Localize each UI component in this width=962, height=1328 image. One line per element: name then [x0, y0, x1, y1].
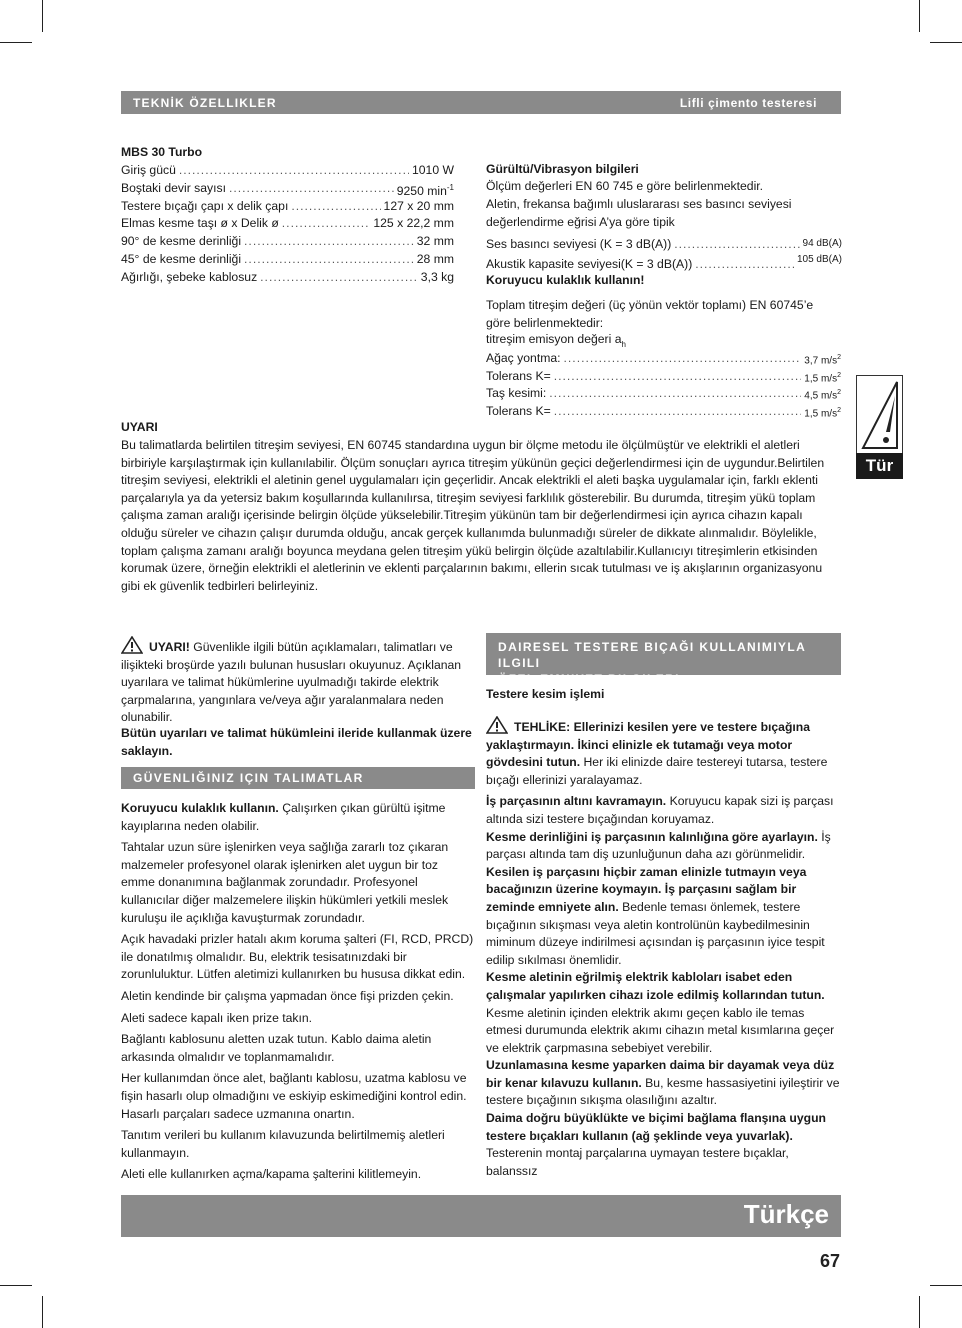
- noise-row: Ses basıncı seviyesi (K = 3 dB(A)) ..... 94 dB(A): [486, 236, 842, 252]
- header-subtitle: Lifli çimento testeresi: [679, 96, 817, 110]
- paragraph: Bağlantı kablosunu aletten uzak tutun. Kablo daima aletin arkasında olmalıdır ve toplanmamalıdır.: [121, 1032, 432, 1064]
- warning-triangle-icon: [121, 636, 143, 654]
- right-body: [486, 716, 842, 1180]
- header-bar: [121, 91, 841, 114]
- paragraph: Kesme aletinin eğrilmiş elektrik kabloları isabet eden çalışmalar yapılırken cihazı izole edilmiş kollarından tutun. Kesme aletinin içinden elektrik akımı geçen kablo ile temas etmesi durumunda elektrik akımı cihazın metal kısımlarına geçer ve elektrik çarpmasına sebebiyet verebilir.: [486, 970, 835, 1055]
- spec-row: 90° de kesme derinliği ..... 32 mm: [121, 233, 454, 249]
- footer-bar: [121, 1195, 841, 1237]
- crop-mark: [42, 0, 43, 32]
- sawing-subtitle: Testere kesim işlemi: [486, 687, 605, 701]
- page-number: 67: [819, 1251, 841, 1271]
- crop-mark: [0, 1285, 32, 1286]
- paragraph: Aleti elle kullanırken açma/kapama şalterini kilitlemeyin.: [121, 1167, 422, 1182]
- language-tab-label: Tür: [856, 453, 903, 479]
- safety-section-bar: GÜVENLIĞINIZ IÇIN TALIMATLAR: [121, 767, 475, 789]
- vibration-row: Taş kesimi: ..... 4,5 $m/s^2$: [486, 385, 841, 404]
- spec-row: Testere bıçağı çapı x delik çapı ..... 127 x 20 mm: [121, 198, 454, 214]
- warning-title: UYARI: [121, 420, 158, 434]
- vibration-row: Tolerans K= ..... 1,5 $m/s^2$: [486, 368, 841, 387]
- warning-icon: [857, 376, 902, 454]
- header-title: TEKNİK ÖZELLIKLER: [133, 96, 277, 110]
- crop-mark: [919, 1296, 920, 1328]
- paragraph: Tanıtım verileri bu kullanım kılavuzunda belirtilmemiş aletleri kullanmayın.: [121, 1128, 445, 1160]
- paragraph: Kesme derinliğini iş parçasının kalınlığına göre ayarlayın. İş parçası altında tam diş uzunluğunun daha azı görünmelidir.: [486, 829, 831, 862]
- circular-saw-section-bar: DAIRESEL TESTERE BIÇAĞI KULLANIMIYLA ILGILI ÖZEL EMNIYET BILGILERI: [486, 633, 841, 675]
- crop-mark: [930, 1285, 962, 1286]
- paragraph: Açık havadaki prizler hatalı akım koruma şalteri (FI, RCD, PRCD) ile donatılmış olmalıdır. Bu, elektrik tesisatınızdaki bir zorunluluktur. Lütfen aletimizi kullanırken bu hususa dikkat edin.: [121, 932, 474, 982]
- paragraph: Aleti sadece kapalı iken prize takın.: [121, 1010, 313, 1025]
- vibration-intro: Toplam titreşim değeri (üç yönün vektör toplamı) EN 60745’e göre belirlenmektedir:: [486, 298, 814, 330]
- vibration-row: Ağaç yontma: ..... 3,7 $m/s^2$: [486, 350, 841, 369]
- paragraph: Koruyucu kulaklık kullanın. Çalışırken çıkan gürültü işitme kayıplarına neden olabilir.: [121, 801, 446, 833]
- paragraph: Aletin kendinde bir çalışma yapmadan önce fişi prizden çekin.: [121, 988, 454, 1003]
- crop-mark: [42, 1296, 43, 1328]
- crop-mark: [0, 42, 32, 43]
- paragraph: Daima doğru büyüklükte ve biçimi bağlama flanşına uygun testere bıçakları kullanın (ağ şeklinde veya yuvarlak).: [486, 1111, 826, 1143]
- language-tab: [856, 375, 903, 479]
- ear-protection-note: Koruyucu kulaklık kullanın!: [486, 273, 645, 287]
- crop-mark: [930, 42, 962, 43]
- paragraph: İş parçasının altını kavramayın. Koruyucu kapak sizi iş parçası altında sizi testere bıçağından koruyamaz.: [486, 794, 834, 826]
- spec-row: Ağırlığı, şebeke kablosuz ..... 3,3 kg: [121, 269, 454, 285]
- paragraph: TEHLİKE: Ellerinizi kesilen yere ve testere bıçağına yaklaştırmayın. İkinci elinizle ek tutamağı veya motor gövdesini tutun. Her iki elinizde daire testereyi tutarsa, testere bıçağı ellerinizi yaralayamaz.: [486, 716, 842, 789]
- footer-language: Türkçe: [743, 1199, 829, 1229]
- warning-triangle-icon: [486, 716, 508, 734]
- noise-title: Gürültü/Vibrasyon bilgileri: [486, 162, 639, 176]
- left-body: [121, 800, 475, 1184]
- crop-mark: [919, 0, 920, 32]
- vibration-row: Tolerans K= ..... 1,5 $m/s^2$: [486, 403, 841, 422]
- paragraph: Uzunlamasına kesme yaparken daima bir dayamak veya düz bir kenar kılavuzu kullanın. Bu, kesme hassasiyetini iyileştirir ve testere bıçağının sıkışma olasılığını azaltır.: [486, 1058, 840, 1108]
- spec-row: Boştaki devir sayısı ..... 9250 $\min^{-1}$: [121, 180, 454, 199]
- noise-line1: Ölçüm değerleri EN 60 745 e göre belirlenmektedir.: [486, 179, 764, 193]
- paragraph: Tahtalar uzun süre işlenirken veya sağlığa zararlı toz çıkaran malzemeler profesyonel olarak işlenirken alet uygun bir toz emme donanımına bağlanmak zorundadır. Profesyonel kullanıcılar diğer malzemelere ilişkin hükümleri yetkili meslek kuruluşu ile açıklığa kavuşturmak zorundadır.: [121, 840, 449, 925]
- keep-instructions: Bütün uyarıları ve talimat hükümleini ileride kullanmak üzere saklayın.: [121, 726, 472, 758]
- paragraph: Testerenin montaj parçalarına uymayan testere bıçaklar, balanssız: [486, 1146, 789, 1178]
- model-name: MBS 30 Turbo: [121, 145, 203, 159]
- noise-line2: Aletin, frekansa bağımlı uluslararası ses basıncı seviyesi değerlendirme eğrisi A’ya göre tipik: [486, 197, 792, 229]
- uyari-paragraph: UYARI! Güvenlikle ilgili bütün açıklamaları, talimatları ve ilişikteki broşürde yazılı bulunan hususları okuyunuz. Açıklanan uyarılara ve talimat hükümlerine uyulmadığı takirde elektrik çarpmalarına, yangınlara ve/veya ağır yaralanmalara neden olunabilir.: [121, 636, 475, 727]
- spec-row: Elmas kesme taşı ø x Delik ø ..... 125 x 22,2 mm: [121, 215, 454, 231]
- warning-text: Bu talimatlarda belirtilen titreşim seviyesi, EN 60745 standardına uygun bir ölçme metodu ile ölçülmüştür ve elektrikli el aletleri birbiriyle karşılaştırmak için kullanılabilir. Ölçüm sonuçları ayrıca titreşim yükünün geçici değerlendirmesi için de uygundur.Belirtilen titreşim seviyesi, elektrikli el aletinin genel uygulamaları için geçerlidir. Ancak elektrikli el aleti başka uygulamalar için, farklı eklenti parçalarıyla ya da yetersiz bakım koşullarında kullanılırsa, titreşim seviyesi farklılık gösterebilir. Bu durumda, titreşim yükü toplam çalışma zaman aralığı içerisinde belirgin ölçüde yükselebilir.Titreşim yükünün tam bir değerlendirmesi için ayrıca cihazın kapalı olduğu süreler ve cihazın çalışır durumda olduğu, ancak gerçek kullanımda bulunmadığı süreler de dikkate alınmalıdır. Böylelikle, toplam çalışma zamanı aralığı boyunca meydana gelen titreşim yükü belirgin ölçüde azaltılabilir.Kullanıcıyı titreşimlerin etkisinden korumak üzere, örneğin elektrikli el aletlerinin ve eklenti parçalarının bakımı, ellerin sıcak tutulması ve iş akışlarının organizasyonu gibi ek güvenlik tedbirleri belirleyiniz.: [121, 438, 825, 593]
- noise-row: Akustik kapasite seviyesi(K = 3 dB(A)) ..... 105 dB(A): [486, 256, 842, 272]
- paragraph: Her kullanımdan önce alet, bağlantı kablosu, uzatma kablosu ve fişin hasarlı olup olmadığını ve eskiyip eskimediğini kontrol edin. Hasarlı parçaları sadece uzmanına onartın.: [121, 1071, 467, 1121]
- paragraph: Kesilen iş parçasını hiçbir zaman elinizle tutmayın veya bacağınızın üzerine koymayın. İş parçasını sağlam bir zeminde emniyete alın. Bedenle teması önlemek, testere bıçağının sıkışması veya aletin kontrolünün kaybedilmesinin miminum düzeye indirilmesi açısından iş parçasının iyice tespit edilip sıkılması önemlidir.: [486, 864, 825, 967]
- spec-row: 45° de kesme derinliği ..... 28 mm: [121, 251, 454, 267]
- vibration-emission: titreşim emisyon değeri $a_h$: [486, 332, 626, 349]
- spec-row: Giriş gücü ..... 1010 W: [121, 162, 454, 178]
